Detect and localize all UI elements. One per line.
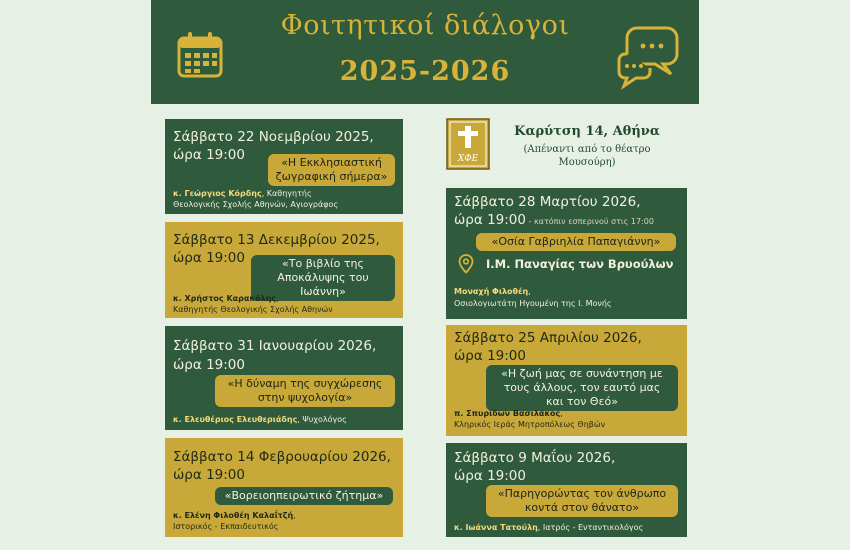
event-place: Ι.Μ. Παναγίας των Βρυούλων [486,257,674,271]
event-topic: «Βορειοηπειρωτικό ζήτημα» [215,487,393,505]
event-date: Σάββατο 28 Μαρτίου 2026, [454,194,641,210]
venue-address: Καρύτση 14, Αθήνα [514,124,660,139]
event-card-jan [165,326,403,430]
event-speaker: κ. Γεώργιος Κόρδης, Καθηγητής [173,189,312,198]
event-date: Σάββατο 25 Απριλίου 2026, [454,330,642,346]
event-topic: «Η ζωή μας σε συνάντηση με τους άλλους, τον εαυτό μας και τον Θεό» [486,365,678,411]
event-card-dec [165,222,403,318]
event-speaker: π. Σπυρίδων Βασιλάκος, [454,409,563,418]
event-speaker: κ. Ελένη Φιλοθέη Καλαΐτζή, [173,511,296,520]
event-card-may [446,443,687,537]
event-topic: «Η Εκκλησιαστική ζωγραφική σήμερα» [268,154,395,186]
event-speaker: κ. Χρήστος Καρακόλης, [173,294,279,303]
event-card-mar [446,188,687,319]
event-topic: «Παρηγορώντας τον άνθρωπο κοντά στον θάνατο» [486,485,678,517]
page-title: Φοιτητικοί διάλογοι [280,10,570,41]
event-card-feb [165,438,403,537]
event-topic: «Οσία Γαβριηλία Παπαγιάννη» [476,233,676,251]
event-date: Σάββατο 13 Δεκεμβρίου 2025, [173,232,380,248]
event-topic: «Το βιβλίο της Αποκάλυψης του Ιωάννη» [251,255,395,301]
season-years: 2025-2026 [339,56,511,87]
event-date: Σάββατο 31 Ιανουαρίου 2026, [173,338,377,354]
event-time: ώρα 19:00 - κατόπιν εσπερινού στις 17:00 [454,212,654,228]
event-topic: «Η δύναμη της συγχώρεσης στην ψυχολογία» [215,375,395,407]
chat-bubbles-icon [617,20,681,90]
event-time: ώρα 19:00 [173,467,245,483]
event-speaker-role: Οσιολογιωτάτη Ηγουμένη της Ι. Μονής [454,299,612,308]
event-date: Σάββατο 22 Νοεμβρίου 2025, [173,129,374,145]
event-time: ώρα 19:00 [173,250,245,266]
event-time: ώρα 19:00 [173,147,245,163]
event-speaker-role: Ιστορικός - Εκπαιδευτικός [173,522,279,531]
header-banner [151,0,699,104]
event-speaker: κ. Ιωάννα Τατούλη, Ιατρός - Ενταντικολόγος [454,523,644,532]
event-speaker: Μοναχή Φιλοθέη, [454,287,531,296]
cross-emblem-logo [446,118,490,170]
event-speaker-role: Θεολογικής Σχολής Αθηνών, Αγιογράφος [173,200,339,209]
event-card-apr [446,325,687,436]
event-speaker-role: Κληρικός Ιεράς Μητροπόλεως Θηβών [454,420,606,429]
event-time: ώρα 19:00 [173,357,245,373]
event-card-nov [165,119,403,214]
event-speaker-role: Καθηγητής Θεολογικής Σχολής Αθηνών [173,305,333,314]
event-time: ώρα 19:00 [454,348,526,364]
event-speaker: κ. Ελευθέριος Ελευθεριάδης, Ψυχολόγος [173,415,347,424]
event-date: Σάββατο 14 Φεβρουαρίου 2026, [173,449,391,465]
venue-note: (Απέναντι από το θέατρο Μουσούρη) [523,144,651,168]
svg-text:ΧΦΕ: ΧΦΕ [457,154,479,164]
location-pin-icon [458,254,474,274]
event-time: ώρα 19:00 [454,468,526,484]
event-date: Σάββατο 9 Μαΐου 2026, [454,450,616,466]
